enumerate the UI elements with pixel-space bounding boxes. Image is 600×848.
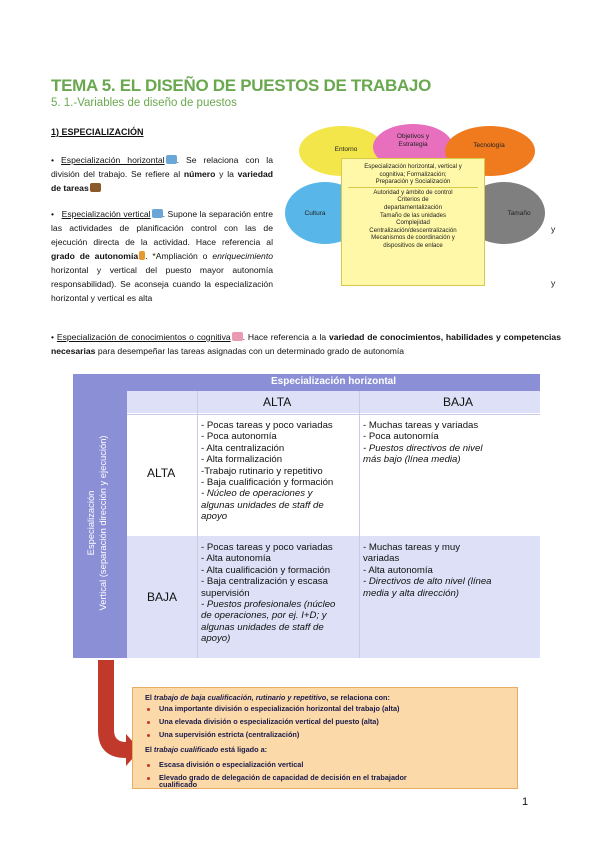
venn-diagram [285, 124, 547, 294]
bullet-icon [147, 734, 150, 737]
col-baja: BAJA [443, 395, 474, 409]
link-icon [166, 155, 177, 164]
page-number: 1 [522, 796, 529, 808]
table-col-header-row [127, 391, 540, 413]
table-side-title: Especialización Vertical (separación dirección y ejecución) [85, 435, 108, 611]
paragraph-vertical: • Especialización vertical . Supone la separación entre las actividades de planificación control con las de ejecución directa de la actividad. Hace referencia al grado de autonomía . *Ampliación o enriquecimiento horizontal y vertical del puesto mayor autonomía responsabilidad). Se aconseja cuando la especialización horizontal y vertical es alta [51, 209, 274, 303]
summary-bullet-1: Una importante división o especialización horizontal del trabajo (alta) [159, 704, 400, 713]
bullet-icon [147, 721, 150, 724]
venn-label-tecnologia: Tecnología [473, 142, 505, 149]
cell-alta-baja: - Muchas tareas y variadas - Poca autonomía - Puestos directivos de nivel más bajo (línea media) [363, 420, 483, 466]
paragraph-horizontal: • Especialización horizontal . Se relaciona con la división del trabajo. Se refiere al número y la variedad de tareas [51, 155, 273, 193]
summary-bullet-5: Elevado grado de delegación de capacidad de decisión en el trabajador [159, 773, 407, 782]
term-horizontal: Especialización horizontal [61, 155, 165, 165]
briefcase-icon [90, 183, 101, 192]
venn-label-entorno: Entorno [334, 146, 358, 153]
paragraph-cognitiva: • Especialización de conocimientos o cognitiva . Hace referencia a la variedad de conocimientos, habilidades y competencias necesarias para desempeñar las tareas asignadas con un determinado grado de autonomía [51, 332, 561, 356]
term-cognitiva: Especialización de conocimientos o cognitiva [56, 332, 231, 342]
col-alta: ALTA [263, 395, 292, 409]
venn-label-objetivos: Objetivos y Estrategia [396, 133, 430, 148]
summary-bullet-2: Una elevada división o especialización vertical del puesto (alta) [159, 717, 379, 726]
summary-line-1: El trabajo de baja cualificación, rutinario y repetitivo, se relaciona con: [145, 693, 390, 702]
venn-label-cultura: Cultura [304, 210, 326, 217]
updown-icon [152, 209, 163, 218]
bullet-icon [147, 764, 150, 767]
page-title: TEMA 5. EL DISEÑO DE PUESTOS DE TRABAJO [51, 76, 431, 95]
table-header-title: Especialización horizontal [270, 376, 397, 387]
page-subtitle: 5. 1.-Variables de diseño de puestos [51, 97, 237, 109]
bullet-icon [147, 708, 150, 711]
row-baja-label: BAJA [147, 590, 178, 604]
stray-text: y [551, 278, 556, 288]
table-divider [359, 391, 360, 658]
summary-bullet-5-cont: cualificado [159, 780, 198, 789]
venn-label-tamano: Tamaño [507, 210, 531, 217]
brain-icon [232, 332, 243, 341]
table-divider [197, 391, 198, 658]
cell-baja-alta: - Pocas tareas y poco variadas - Alta autonomía - Alta cualificación y formación - Baja centralización y escasa supervisión - Puestos profesionales (núcleo de operaciones, por ej. I+D; y algunas unidades de staff de apoyo) [201, 542, 336, 645]
summary-bullet-3: Una supervisión estricta (centralización) [159, 730, 300, 739]
cell-baja-baja: - Muchas tareas y muy variadas - Alta autonomía - Directivos de alto nivel (línea media y alta dirección) [363, 542, 492, 599]
venn-center-box: Especialización horizontal, vertical y cognitiva; Formalización; Preparación y Socialización Autoridad y ámbito de control Criterios de departamentalización Tamaño de las unidades Complejidad Centralización/descentralización Mecanismos de coordinación y dispositivos de enlace [341, 158, 485, 286]
section-heading: 1) ESPECIALIZACIÓN [51, 127, 144, 137]
summary-bullet-4: Escasa división o especialización vertical [159, 760, 304, 769]
bullet-icon [147, 777, 150, 780]
summary-line-2: El trabajo cualificado está ligado a: [145, 745, 268, 754]
row-alta-label: ALTA [147, 466, 176, 480]
specialization-table [73, 374, 540, 658]
summary-box [132, 687, 518, 789]
term-vertical: Especialización vertical [61, 209, 151, 219]
stray-text: y [551, 224, 556, 234]
cell-alta-alta: - Pocas tareas y poco variadas - Poca autonomía - Alta centralización - Alta formalización -Trabajo rutinario y repetitivo - Baja cualificación y formación - Núcleo de operaciones y algunas unidades de staff de apoyo [201, 420, 334, 523]
